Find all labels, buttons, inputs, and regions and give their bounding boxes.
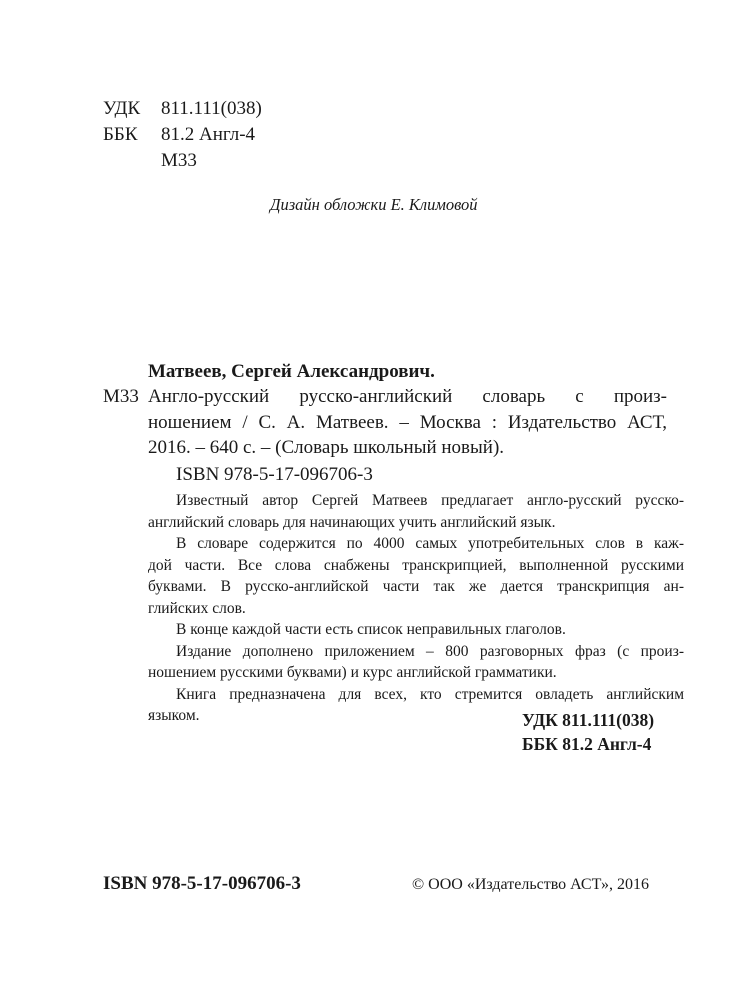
udk-bottom: УДК 811.111(038) bbox=[522, 710, 655, 730]
annotation-line: Известный автор Сергей Матвеев предлагает англо-русский русско- bbox=[176, 492, 684, 509]
bbk-value: 81.2 Англ-4 bbox=[161, 124, 256, 145]
bbk-line bbox=[103, 122, 255, 147]
entry-line: ношением / С. А. Матвеев. – Москва : Издательство АСТ, bbox=[148, 411, 667, 433]
entry-author: Матвеев, Сергей Александрович. bbox=[148, 361, 435, 382]
annotation bbox=[148, 490, 684, 727]
annotation-line: дой части. Все слова снабжены транскрипцией, выполненной русскими bbox=[148, 556, 684, 574]
udk-line bbox=[103, 96, 262, 121]
entry-description bbox=[148, 384, 667, 461]
udk-label: УДК bbox=[103, 98, 141, 119]
annotation-line: языком. bbox=[148, 707, 200, 724]
annotation-line: В конце каждой части есть список неправильных глаголов. bbox=[176, 621, 566, 638]
annotation-line: В словаре содержится по 4000 самых употребительных слов в каж- bbox=[176, 535, 684, 552]
footer-isbn: ISBN 978-5-17-096706-3 bbox=[103, 873, 301, 894]
annotation-line: буквами. В русско-английской части так же дается транскрипция ан- bbox=[148, 578, 684, 595]
entry-isbn: ISBN 978-5-17-096706-3 bbox=[176, 464, 373, 485]
author-sign: М33 bbox=[161, 150, 197, 171]
entry-line: Англо-русский русско-английский словарь с произ- bbox=[148, 386, 667, 407]
annotation-line: Издание дополнено приложением – 800 разговорных фраз (с произ- bbox=[176, 642, 684, 660]
entry-code: М33 bbox=[103, 386, 139, 407]
footer-copyright: © ООО «Издательство АСТ», 2016 bbox=[412, 876, 649, 893]
bbk-bottom: ББК 81.2 Англ-4 bbox=[522, 734, 652, 754]
entry-line: 2016. – 640 с. – (Словарь школьный новый). bbox=[148, 437, 505, 458]
udk-value: 811.111(038) bbox=[161, 98, 262, 119]
annotation-line: английский словарь для начинающих учить английский язык. bbox=[148, 513, 556, 531]
annotation-line: Книга предназначена для всех, кто стремится овладеть английским bbox=[176, 685, 684, 703]
bbk-label: ББК bbox=[103, 124, 138, 145]
cover-design-credit: Дизайн обложки Е. Климовой bbox=[270, 195, 478, 214]
annotation-line: ношением русскими буквами) и курс английской грамматики. bbox=[148, 664, 557, 681]
annotation-line: глийских слов. bbox=[148, 599, 246, 617]
